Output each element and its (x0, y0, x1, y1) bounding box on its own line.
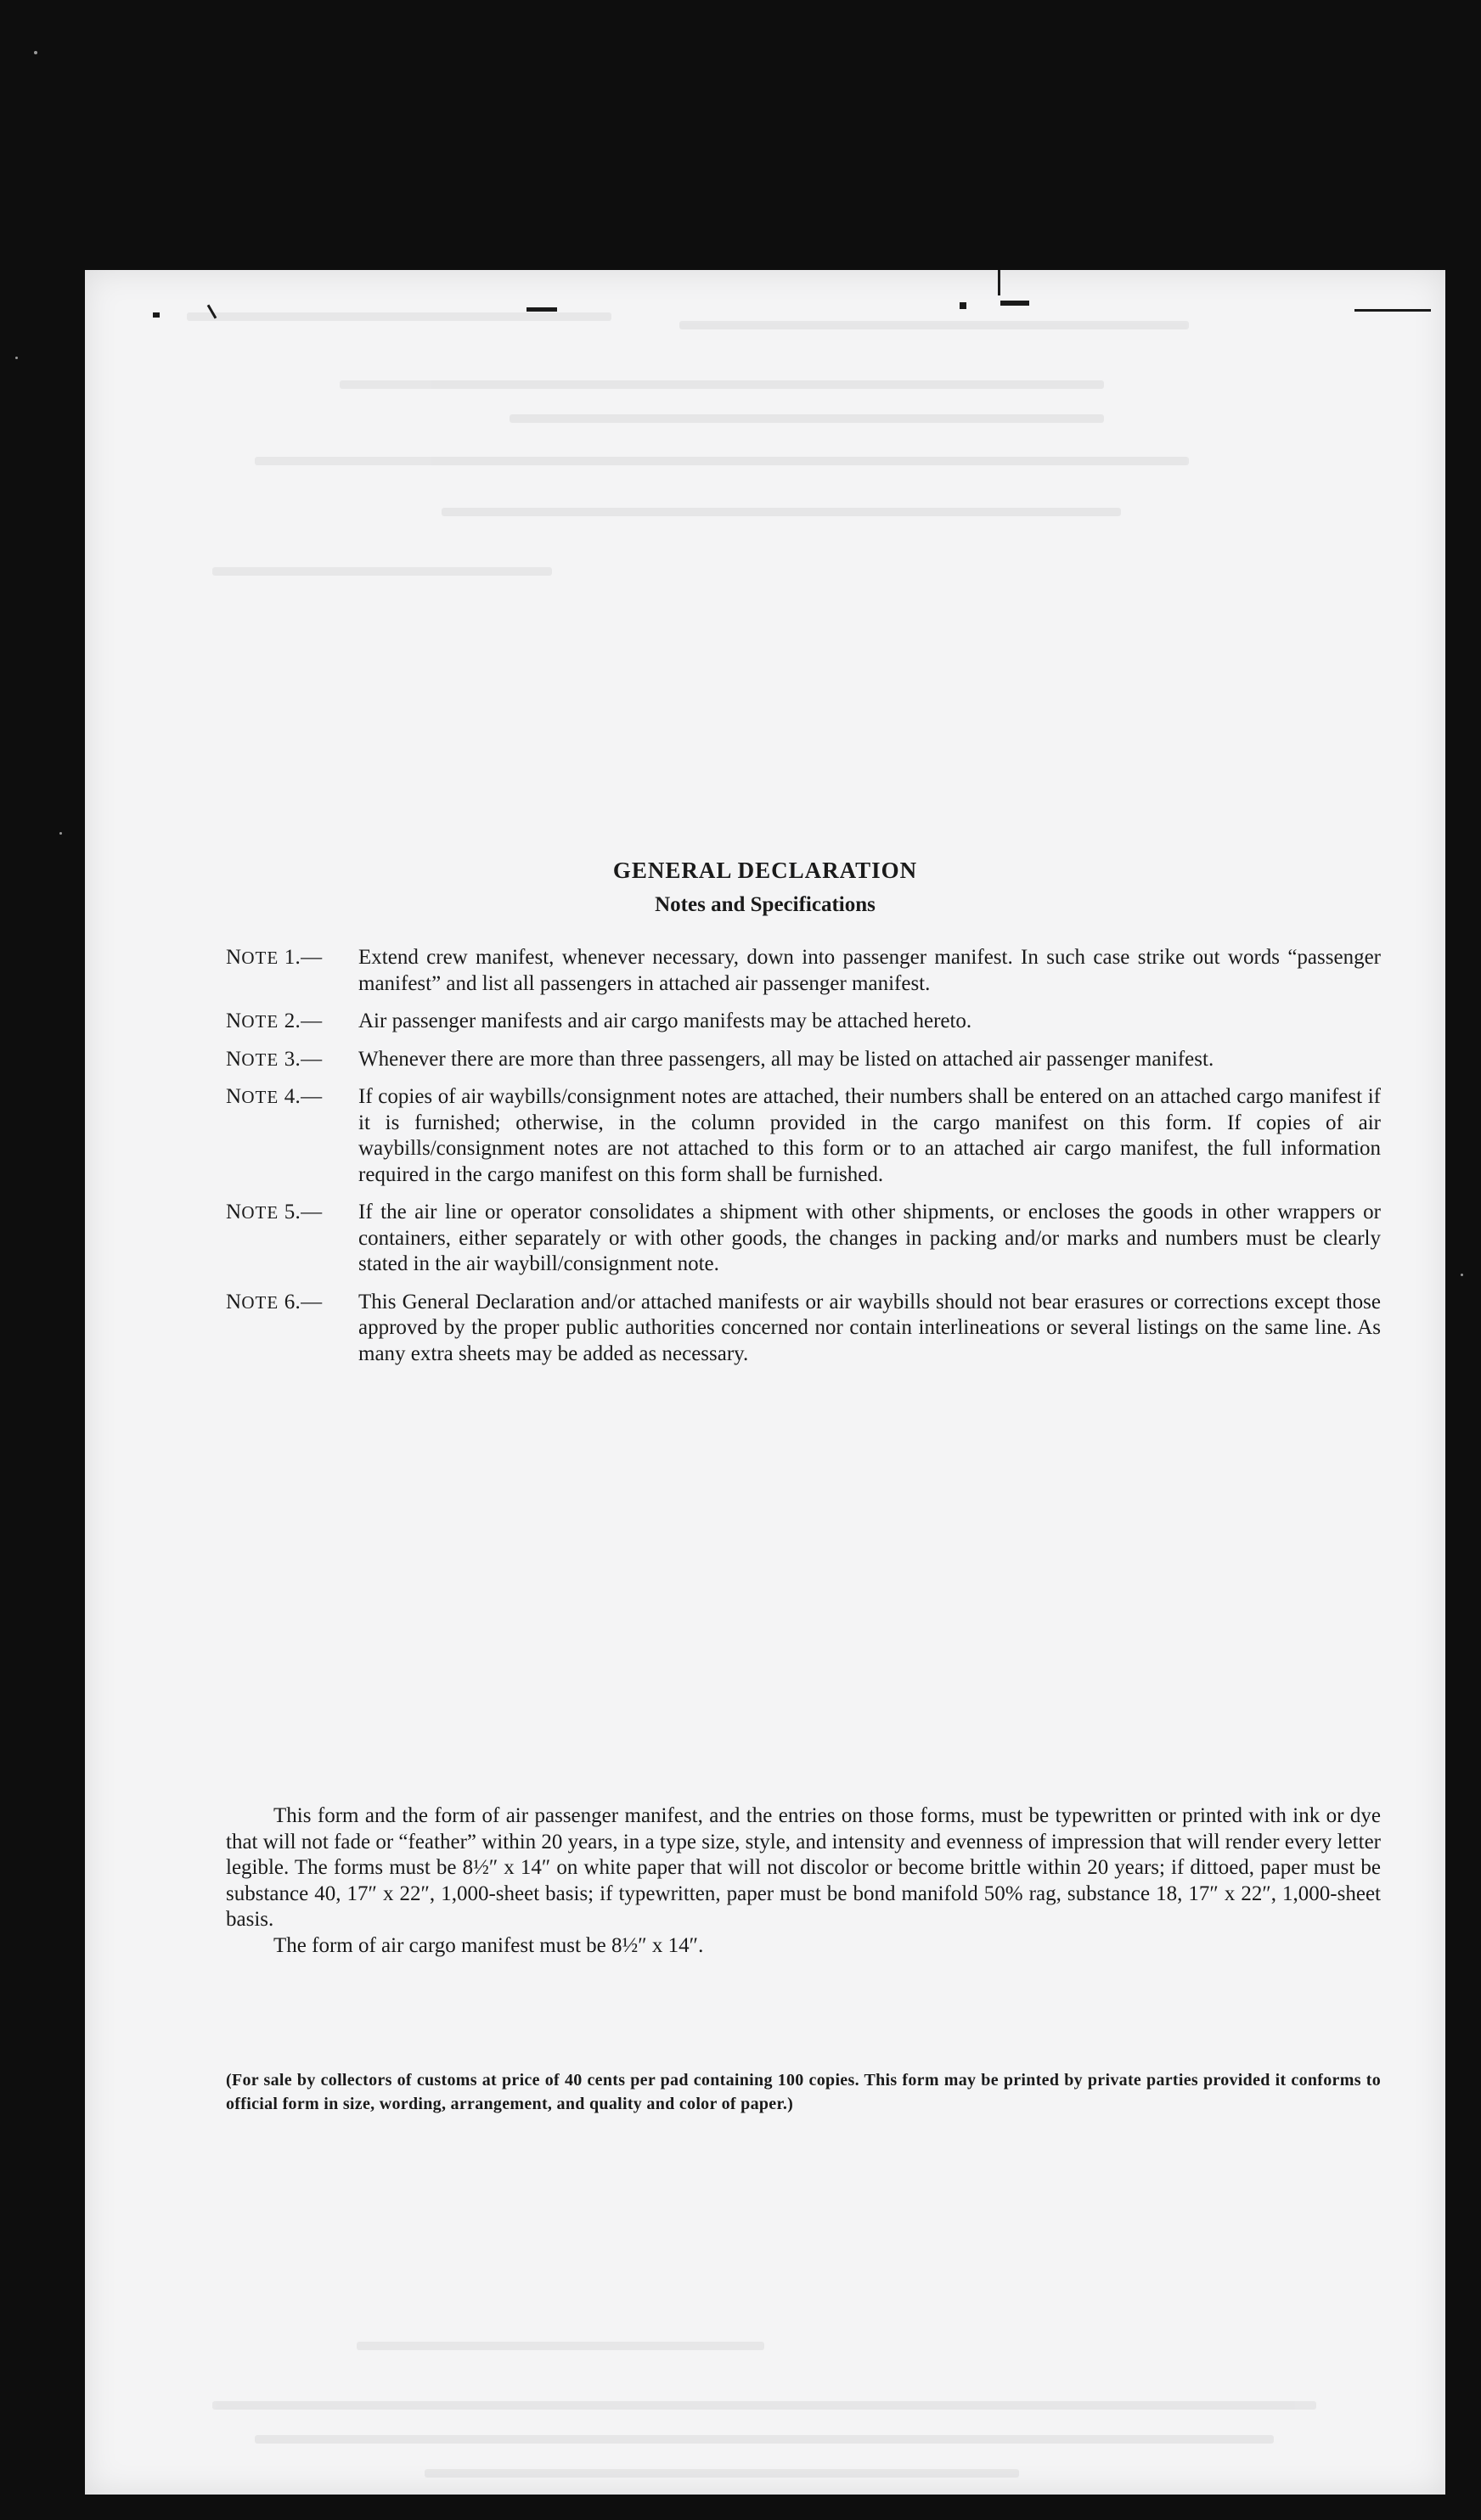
note-label: NOTE 5.— (226, 1201, 323, 1223)
page-content (85, 270, 1445, 2495)
specifications-paragraph (226, 1803, 1381, 1959)
film-speck (15, 357, 18, 359)
note-text: If the air line or operator consolidates a shipment with other shipments, or encloses the goods in other wrappers or containers, either separately or with other goods, the changes in packing and/or marks and numbers must be clearly stated in the air waybill/consignment note. (358, 1201, 1381, 1275)
note-text: Whenever there are more than three passengers, all may be listed on attached air passenger manifest. (358, 1047, 1214, 1071)
note-text: Air passenger manifests and air cargo manifests may be attached hereto. (358, 1010, 972, 1032)
film-speck (1461, 1274, 1463, 1276)
note-item (226, 1047, 1381, 1073)
page-subtitle: Notes and Specifications (655, 893, 876, 916)
page-title: GENERAL DECLARATION (612, 858, 918, 883)
paragraph: The form of air cargo manifest must be 8½″ x 14″. (273, 1933, 704, 1957)
note-item (226, 1200, 1381, 1278)
paragraph: This form and the form of air passenger manifest, and the entries on those forms, must be typewritten or printed with ink or dye that will not fade or “feather” within 20 years, in a type size, style, and intensity and evenness of impression that will render every letter legible. The forms must be 8½″ x 14″ on white paper that will not discolor or become brittle within 20 years; if dittoed, paper must be substance 40, 17″ x 22″, 1,000-sheet basis; if typewritten, paper must be bond manifold 50% rag, substance 18, 17″ x 22″, 1,000-sheet basis. (226, 1804, 1381, 1931)
note-text: Extend crew manifest, whenever necessary, down into passenger manifest. In such case strike out words “passenger manifest” and list all passengers in attached air passenger manifest. (358, 946, 1381, 995)
notes-list (226, 945, 1381, 1379)
footer-note: (For sale by collectors of customs at price of 40 cents per pad containing 100 copies. This form may be printed by private parties provided it conforms to official form in size, wording, arrangement, and quality and color of paper.) (226, 2071, 1381, 2113)
document-page (85, 270, 1445, 2495)
note-label: NOTE 4.— (226, 1085, 323, 1108)
note-item (226, 1084, 1381, 1188)
note-label: NOTE 3.— (226, 1047, 323, 1071)
note-item (226, 1009, 1381, 1035)
note-label: NOTE 2.— (226, 1010, 323, 1032)
film-speck (34, 51, 37, 54)
film-speck (59, 832, 62, 835)
note-item (226, 1290, 1381, 1368)
note-label: NOTE 1.— (226, 946, 323, 969)
note-text: This General Declaration and/or attached manifests or air waybills should not bear erasures or corrections except those approved by the proper public authorities concerned nor contain interlineations or several listings on the same line. As many extra sheets may be added as necessary. (358, 1290, 1381, 1365)
note-label: NOTE 6.— (226, 1290, 323, 1313)
note-text: If copies of air waybills/consignment notes are attached, their numbers shall be entered on an attached cargo manifest if it is furnished; otherwise, in the column provided in the cargo manifest on this form. If copies of air waybills/consignment notes are not attached to this form or to an attached air cargo manifest, the full information required in the cargo manifest on this form shall be furnished. (358, 1085, 1381, 1186)
note-item (226, 945, 1381, 997)
